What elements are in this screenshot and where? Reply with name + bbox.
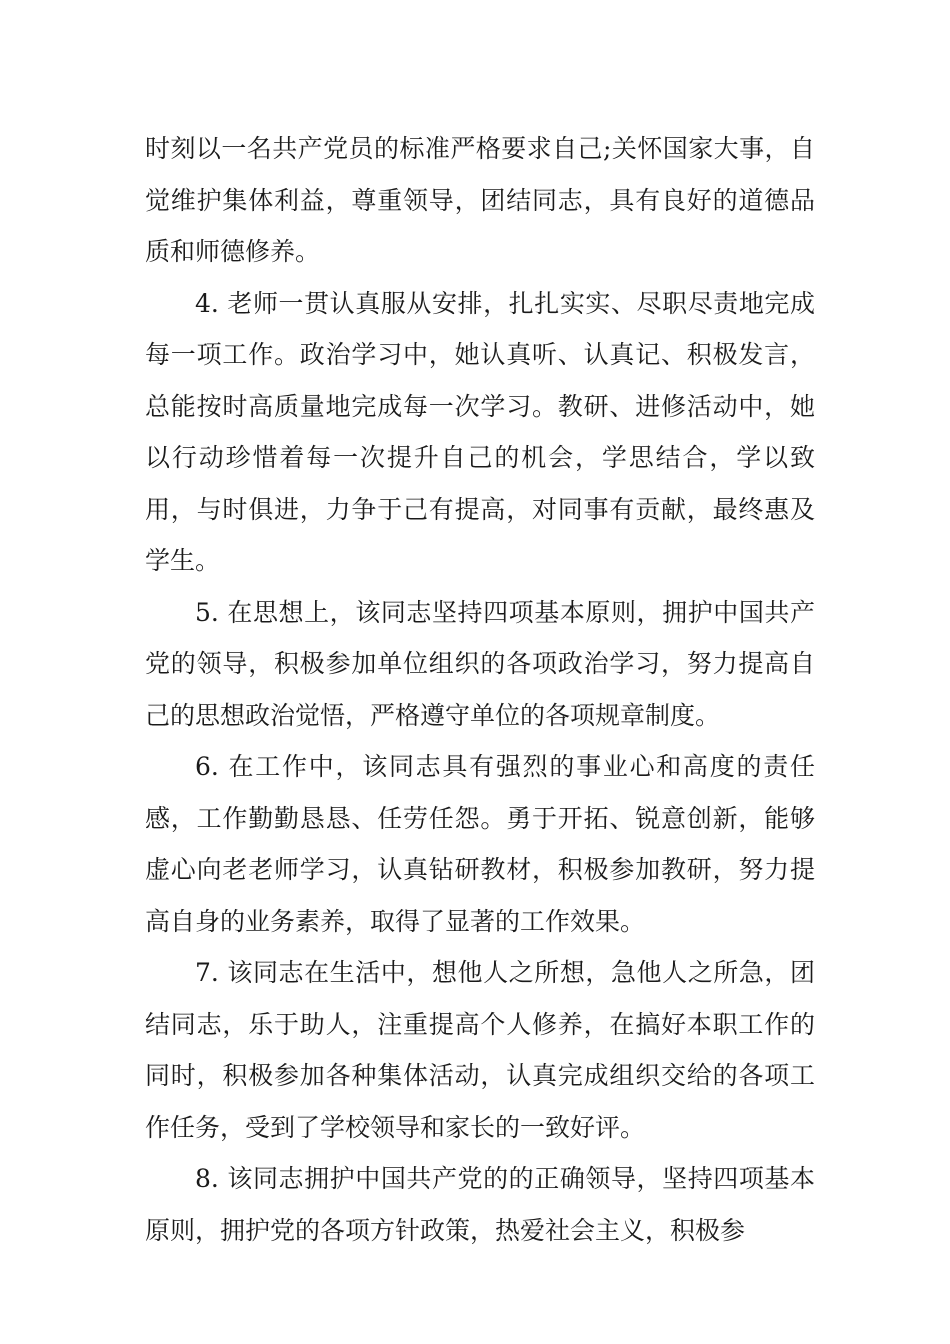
paragraph-item-8: 8. 该同志拥护中国共产党的的正确领导，坚持四项基本原则，拥护党的各项方针政策，热爱社会主义，积极参 — [145, 1164, 815, 1245]
paragraph-item-4: 4. 老师一贯认真服从安排，扎扎实实、尽职尽责地完成每一项工作。政治学习中，她认真听、认真记、积极发言，总能按时高质量地完成每一次学习。教研、进修活动中，她以行动珍惜着每一次提升自己的机会，学思结合，学以致用，与时俱进，力争于己有提高，对同事有贡献，最终惠及学生。 — [145, 288, 815, 575]
paragraph-continuation: 时刻以一名共产党员的标准严格要求自己;关怀国家大事，自觉维护集体利益，尊重领导，团结同志，具有良好的道德品质和师德修养。 — [145, 134, 815, 266]
paragraph-item-5: 5. 在思想上，该同志坚持四项基本原则，拥护中国共产党的领导，积极参加单位组织的各项政治学习，努力提高自己的思想政治觉悟，严格遵守单位的各项规章制度。 — [145, 597, 815, 730]
paragraph-item-6: 6. 在工作中，该同志具有强烈的事业心和高度的责任感，工作勤勤恳恳、任劳任怨。勇于开拓、锐意创新，能够虚心向老老师学习，认真钻研教材，积极参加教研，努力提高自身的业务素养，取得了显著的工作效果。 — [145, 752, 815, 936]
document-body — [145, 123, 815, 1256]
paragraph-item-7: 7. 该同志在生活中，想他人之所想，急他人之所急，团结同志，乐于助人，注重提高个人修养，在搞好本职工作的同时，积极参加各种集体活动，认真完成组织交给的各项工作任务，受到了学校领导和家长的一致好评。 — [145, 958, 815, 1142]
